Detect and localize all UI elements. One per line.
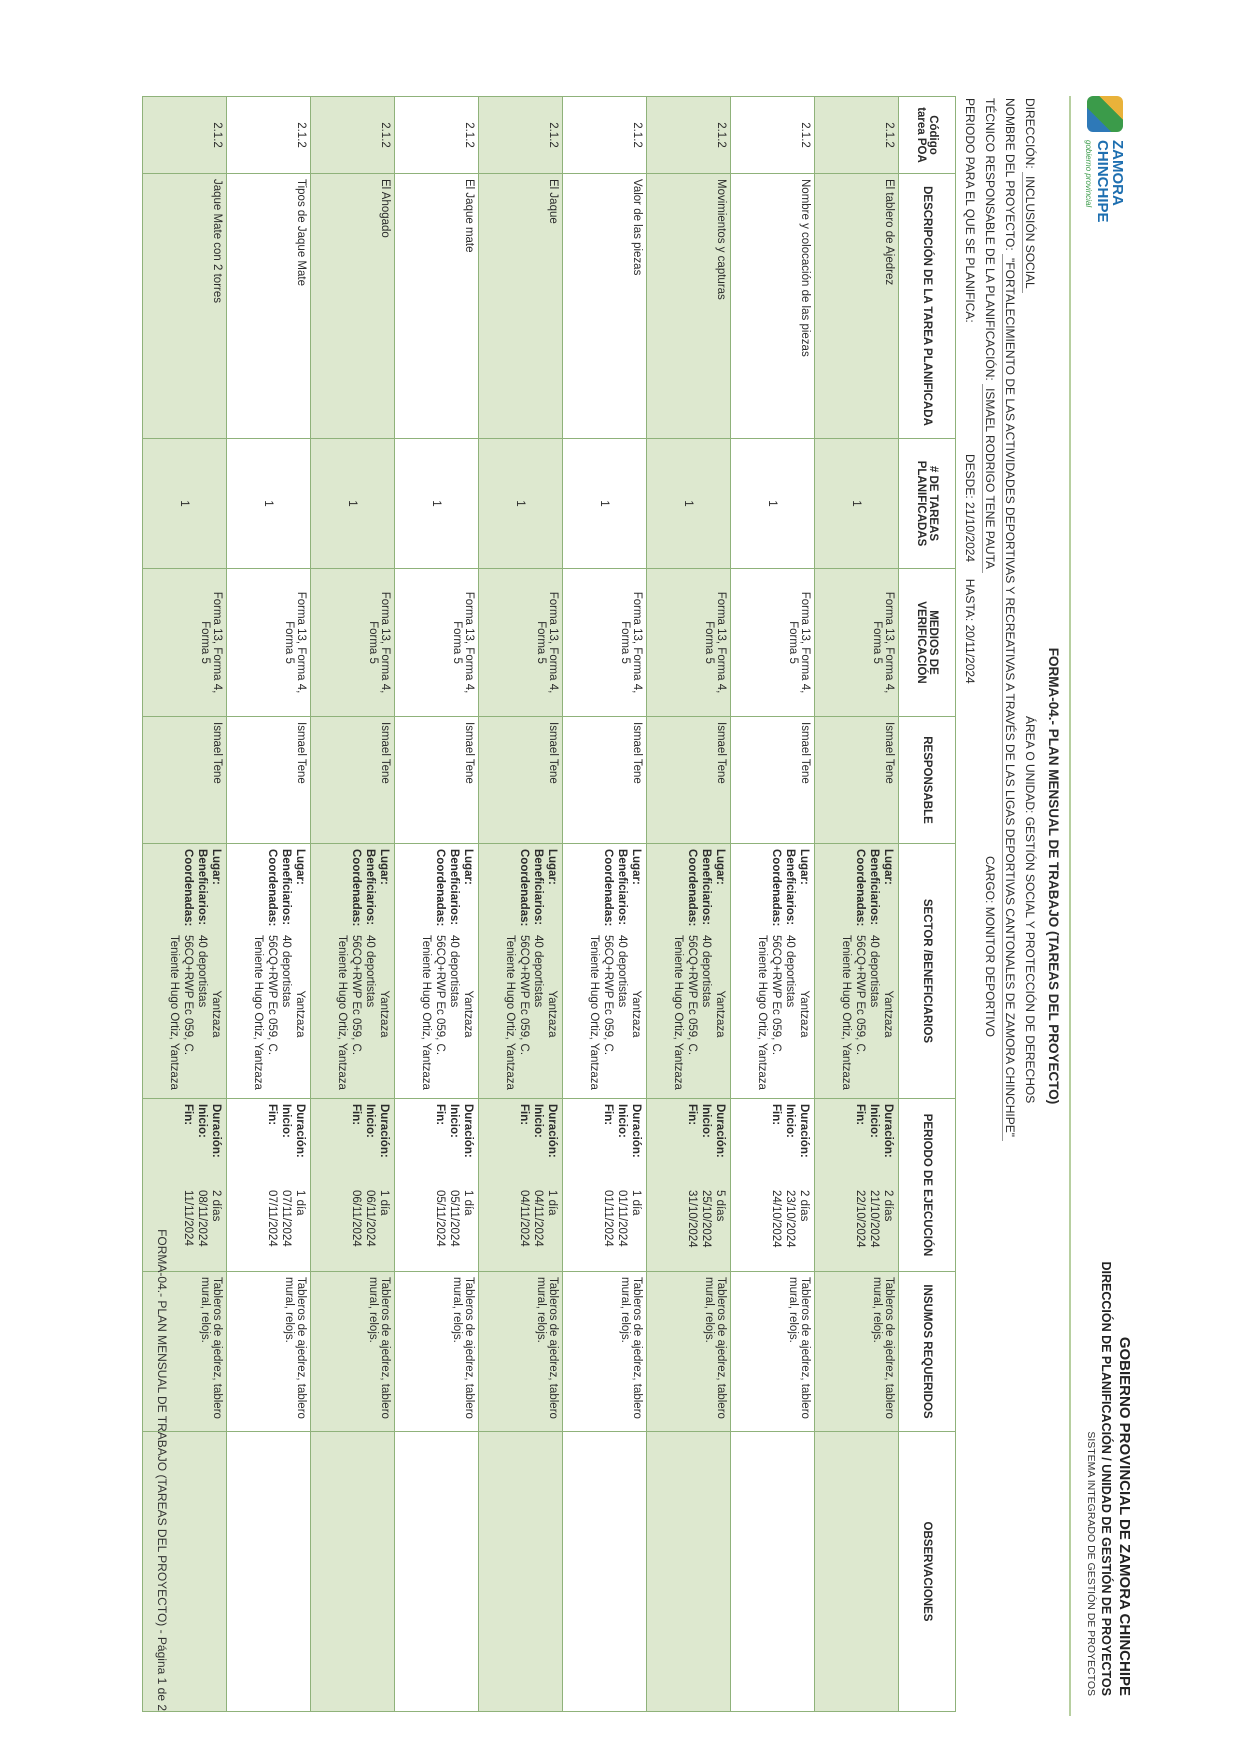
supplies: Tableros de ajedrez, tablero mural, relojs.	[563, 1272, 647, 1432]
lugar-label: Lugar:	[378, 849, 390, 885]
lugar-label: Lugar:	[462, 849, 474, 885]
lugar-value: Yantzaza	[546, 990, 558, 1038]
header-period: PERIODO DE EJECUCIÓN	[899, 1099, 956, 1272]
fin-label: Fin:	[602, 1104, 614, 1126]
beneficiarios-label: Beneficiarios:	[616, 849, 628, 926]
sector-cell	[395, 844, 479, 1099]
inicio-value: 06/11/2024	[364, 1190, 376, 1247]
task-description: El tablero de Ajedrez	[815, 174, 899, 439]
table-row	[227, 97, 311, 1712]
duracion-value: 2 días	[210, 1190, 222, 1222]
inicio-label: Inicio:	[280, 1104, 292, 1138]
duracion-label: Duración:	[798, 1104, 810, 1158]
inicio-label: Inicio:	[196, 1104, 208, 1138]
table-row	[311, 97, 395, 1712]
inicio-value: 07/11/2024	[280, 1190, 292, 1247]
duracion-label: Duración:	[546, 1104, 558, 1158]
task-description: Nombre y colocación de las piezas	[731, 174, 815, 439]
tecnico-line	[983, 98, 997, 573]
task-count: 1	[563, 439, 647, 569]
beneficiarios-value: 40 deportistas	[868, 935, 880, 1008]
cargo-value: MONITOR DEPORTIVO	[983, 906, 997, 1037]
sector-cell	[731, 844, 815, 1099]
beneficiarios-label: Beneficiarios:	[868, 849, 880, 926]
coordenadas-value: 56CQ+RWP Ec 059, C. Teniente Hugo Ortiz, Yantzaza	[756, 935, 782, 1090]
lugar-value: Yantzaza	[294, 990, 306, 1038]
task-description: El Jaque	[479, 174, 563, 439]
beneficiarios-value: 40 deportistas	[616, 935, 628, 1008]
task-count: 1	[395, 439, 479, 569]
beneficiarios-value: 40 deportistas	[448, 935, 460, 1008]
coordenadas-value: 56CQ+RWP Ec 059, C. Teniente Hugo Ortiz, Yantzaza	[336, 935, 362, 1090]
proyecto-label: NOMBRE DEL PROYECTO:	[1003, 98, 1017, 251]
responsible: Ismael Tene	[563, 717, 647, 844]
fin-value: 24/10/2024	[770, 1190, 782, 1248]
observations	[815, 1432, 899, 1712]
coordenadas-label: Coordenadas:	[770, 849, 782, 927]
coordenadas-label: Coordenadas:	[602, 849, 614, 927]
document-page	[137, 36, 1137, 1716]
verification-means: Forma 13, Forma 4, Forma 5	[395, 569, 479, 717]
fin-value: 04/11/2024	[518, 1190, 530, 1247]
proyecto-value: "FORTALECIMIENTO DE LAS ACTIVIDADES DEPORTIVAS Y RECREATIVAS A TRAVÉS DE LAS LIGAS DEPORTIVAS CANTONALES DE ZAMORA CHINCHIPE"	[1002, 254, 1017, 1141]
header-verification: MEDIOS DE VERIFICACIÓN	[899, 569, 956, 717]
observations	[563, 1432, 647, 1712]
beneficiarios-label: Beneficiarios:	[364, 849, 376, 926]
table-row	[815, 97, 899, 1712]
table-header-row	[899, 97, 956, 1712]
tecnico-label: TÉCNICO RESPONSABLE DE LA PLANIFICACIÓN:	[983, 98, 997, 381]
beneficiarios-value: 40 deportistas	[532, 935, 544, 1008]
inicio-label: Inicio:	[700, 1104, 712, 1138]
task-count: 1	[479, 439, 563, 569]
task-description: Jaque Mate con 2 torres	[143, 174, 227, 439]
beneficiarios-label: Beneficiarios:	[532, 849, 544, 926]
verification-means: Forma 13, Forma 4, Forma 5	[647, 569, 731, 717]
coordenadas-value: 56CQ+RWP Ec 059, C. Teniente Hugo Ortiz, Yantzaza	[168, 935, 194, 1090]
supplies: Tableros de ajedrez, tablero mural, relojs.	[815, 1272, 899, 1432]
duracion-value: 1 día	[294, 1190, 306, 1216]
fin-label: Fin:	[854, 1104, 866, 1126]
duracion-value: 5 días	[714, 1190, 726, 1222]
tasks-table	[142, 96, 956, 1712]
inicio-value: 04/11/2024	[532, 1190, 544, 1247]
inicio-label: Inicio:	[364, 1104, 376, 1138]
responsible: Ismael Tene	[143, 717, 227, 844]
responsible: Ismael Tene	[311, 717, 395, 844]
duracion-label: Duración:	[462, 1104, 474, 1158]
coordenadas-label: Coordenadas:	[350, 849, 362, 927]
beneficiarios-label: Beneficiarios:	[448, 849, 460, 926]
coordenadas-label: Coordenadas:	[434, 849, 446, 927]
sector-cell	[647, 844, 731, 1099]
inicio-label: Inicio:	[784, 1104, 796, 1138]
fin-label: Fin:	[266, 1104, 278, 1126]
duracion-label: Duración:	[630, 1104, 642, 1158]
coordenadas-value: 56CQ+RWP Ec 059, C. Teniente Hugo Ortiz, Yantzaza	[252, 935, 278, 1090]
duracion-value: 1 día	[546, 1190, 558, 1216]
inicio-value: 21/10/2024	[868, 1190, 880, 1248]
verification-means: Forma 13, Forma 4, Forma 5	[227, 569, 311, 717]
supplies: Tableros de ajedrez, tablero mural, relojs.	[395, 1272, 479, 1432]
header-description: DESCRIPCIÓN DE LA TAREA PLANIFICADA	[899, 174, 956, 439]
supplies: Tableros de ajedrez, tablero mural, relojs.	[647, 1272, 731, 1432]
observations	[395, 1432, 479, 1712]
sector-cell	[227, 844, 311, 1099]
coordenadas-value: 56CQ+RWP Ec 059, C. Teniente Hugo Ortiz, Yantzaza	[504, 935, 530, 1090]
header-code: Código tarea POA	[899, 97, 956, 174]
lugar-label: Lugar:	[294, 849, 306, 885]
header-num-tasks: # DE TAREAS PLANIFICADAS	[899, 439, 956, 569]
organization-name: GOBIERNO PROVINCIAL DE ZAMORA CHINCHIPE	[1116, 1336, 1133, 1696]
page-header	[1069, 96, 1137, 1716]
tecnico-value: ISMAEL RODRIGO TENE PAUTA	[982, 384, 997, 573]
task-code: 2.1.2	[479, 97, 563, 174]
period-cell	[647, 1099, 731, 1272]
beneficiarios-value: 40 deportistas	[700, 935, 712, 1008]
task-count: 1	[227, 439, 311, 569]
area-value: GESTIÓN SOCIAL Y PROTECCIÓN DE DERECHOS	[1023, 816, 1037, 1104]
periodo-line	[963, 98, 977, 323]
task-count: 1	[143, 439, 227, 569]
responsible: Ismael Tene	[395, 717, 479, 844]
header-observations: OBSERVACIONES	[899, 1432, 956, 1712]
form-title: FORMA-04.- PLAN MENSUAL DE TRABAJO (TAREAS DEL PROYECTO)	[1046, 647, 1061, 1105]
lugar-value: Yantzaza	[630, 990, 642, 1038]
cargo-label: CARGO:	[983, 856, 997, 904]
area-line	[1023, 716, 1037, 1103]
inicio-value: 05/11/2024	[448, 1190, 460, 1247]
beneficiarios-label: Beneficiarios:	[196, 849, 208, 926]
task-count: 1	[647, 439, 731, 569]
task-description: Valor de las piezas	[563, 174, 647, 439]
coordenadas-label: Coordenadas:	[854, 849, 866, 927]
header-supplies: INSUMOS REQUERIDOS	[899, 1272, 956, 1432]
responsible: Ismael Tene	[647, 717, 731, 844]
responsible: Ismael Tene	[227, 717, 311, 844]
duracion-value: 1 día	[462, 1190, 474, 1216]
task-description: El Jaque mate	[395, 174, 479, 439]
fin-value: 22/10/2024	[854, 1190, 866, 1248]
proyecto-line	[1003, 98, 1017, 1141]
table-row	[479, 97, 563, 1712]
task-code: 2.1.2	[311, 97, 395, 174]
header-responsible: RESPONSABLE	[899, 717, 956, 844]
area-label: ÁREA O UNIDAD:	[1023, 716, 1037, 814]
inicio-value: 23/10/2024	[784, 1190, 796, 1248]
coordenadas-label: Coordenadas:	[182, 849, 194, 927]
lugar-label: Lugar:	[882, 849, 894, 885]
coordenadas-label: Coordenadas:	[518, 849, 530, 927]
task-code: 2.1.2	[563, 97, 647, 174]
duracion-label: Duración:	[294, 1104, 306, 1158]
lugar-label: Lugar:	[210, 849, 222, 885]
supplies: Tableros de ajedrez, tablero mural, relojs.	[143, 1272, 227, 1432]
observations	[731, 1432, 815, 1712]
period-cell	[227, 1099, 311, 1272]
lugar-value: Yantzaza	[378, 990, 390, 1038]
beneficiarios-label: Beneficiarios:	[280, 849, 292, 926]
verification-means: Forma 13, Forma 4, Forma 5	[143, 569, 227, 717]
period-cell	[731, 1099, 815, 1272]
lugar-label: Lugar:	[714, 849, 726, 885]
hasta-label: HASTA:	[963, 578, 977, 622]
supplies: Tableros de ajedrez, tablero mural, relojs.	[227, 1272, 311, 1432]
logo	[1081, 96, 1131, 266]
direccion-label: DIRECCIÓN:	[1023, 98, 1037, 169]
responsible: Ismael Tene	[731, 717, 815, 844]
observations	[311, 1432, 395, 1712]
lugar-value: Yantzaza	[462, 990, 474, 1038]
logo-subtext: gobierno provincial	[1084, 140, 1093, 208]
observations	[479, 1432, 563, 1712]
supplies: Tableros de ajedrez, tablero mural, relojs.	[731, 1272, 815, 1432]
coordenadas-value: 56CQ+RWP Ec 059, C. Teniente Hugo Ortiz, Yantzaza	[672, 935, 698, 1090]
table-row	[395, 97, 479, 1712]
lugar-value: Yantzaza	[714, 990, 726, 1038]
desde-label: DESDE:	[963, 454, 977, 499]
responsible: Ismael Tene	[479, 717, 563, 844]
period-cell	[479, 1099, 563, 1272]
periodo-label: PERIODO PARA EL QUE SE PLANIFICA:	[963, 98, 977, 323]
verification-means: Forma 13, Forma 4, Forma 5	[479, 569, 563, 717]
lugar-label: Lugar:	[546, 849, 558, 885]
task-code: 2.1.2	[647, 97, 731, 174]
cargo-line	[983, 856, 997, 1037]
inicio-label: Inicio:	[868, 1104, 880, 1138]
logo-text: ZAMORA CHINCHIPE	[1094, 140, 1126, 223]
verification-means: Forma 13, Forma 4, Forma 5	[311, 569, 395, 717]
lugar-label: Lugar:	[630, 849, 642, 885]
lugar-value: Yantzaza	[798, 990, 810, 1038]
lugar-label: Lugar:	[798, 849, 810, 885]
header-sector: SECTOR /BENEFICIARIOS	[899, 844, 956, 1099]
inicio-label: Inicio:	[616, 1104, 628, 1138]
beneficiarios-value: 40 deportistas	[280, 935, 292, 1008]
fin-value: 11/11/2024	[182, 1190, 194, 1246]
task-description: Tipos de Jaque Mate	[227, 174, 311, 439]
period-cell	[311, 1099, 395, 1272]
inicio-value: 25/10/2024	[700, 1190, 712, 1248]
task-count: 1	[731, 439, 815, 569]
verification-means: Forma 13, Forma 4, Forma 5	[563, 569, 647, 717]
period-cell	[815, 1099, 899, 1272]
task-count: 1	[815, 439, 899, 569]
period-cell	[563, 1099, 647, 1272]
task-description: Movimientos y capturas	[647, 174, 731, 439]
duracion-label: Duración:	[378, 1104, 390, 1158]
beneficiarios-label: Beneficiarios:	[700, 849, 712, 926]
organization-system: SISTEMA INTEGRADO DE GESTIÓN DE PROYECTOS	[1085, 1431, 1097, 1696]
fin-value: 31/10/2024	[686, 1190, 698, 1248]
duracion-value: 1 día	[378, 1190, 390, 1216]
sector-cell	[815, 844, 899, 1099]
task-code: 2.1.2	[143, 97, 227, 174]
task-description: El Ahogado	[311, 174, 395, 439]
inicio-value: 08/11/2024	[196, 1190, 208, 1247]
duracion-value: 1 día	[630, 1190, 642, 1216]
duracion-value: 2 días	[798, 1190, 810, 1222]
table-row	[647, 97, 731, 1712]
coordenadas-label: Coordenadas:	[686, 849, 698, 927]
organization-block	[1085, 1261, 1133, 1696]
supplies: Tableros de ajedrez, tablero mural, relojs.	[479, 1272, 563, 1432]
duracion-label: Duración:	[210, 1104, 222, 1158]
direccion-line	[1023, 98, 1037, 293]
duracion-label: Duración:	[714, 1104, 726, 1158]
inicio-label: Inicio:	[448, 1104, 460, 1138]
fin-label: Fin:	[350, 1104, 362, 1126]
fin-label: Fin:	[770, 1104, 782, 1126]
page-footer: FORMA-04.- PLAN MENSUAL DE TRABAJO (TAREAS DEL PROYECTO) - Página 1 de 2	[155, 1229, 169, 1711]
logo-mark	[1087, 96, 1123, 132]
observations	[227, 1432, 311, 1712]
sector-cell	[479, 844, 563, 1099]
coordenadas-value: 56CQ+RWP Ec 059, C. Teniente Hugo Ortiz, Yantzaza	[840, 935, 866, 1090]
period-cell	[395, 1099, 479, 1272]
coordenadas-value: 56CQ+RWP Ec 059, C. Teniente Hugo Ortiz, Yantzaza	[588, 935, 614, 1090]
supplies: Tableros de ajedrez, tablero mural, relojs.	[311, 1272, 395, 1432]
task-code: 2.1.2	[227, 97, 311, 174]
observations	[647, 1432, 731, 1712]
table-row	[563, 97, 647, 1712]
direccion-value: INCLUSIÓN SOCIAL	[1022, 172, 1037, 293]
fin-value: 01/11/2024	[602, 1190, 614, 1247]
inicio-value: 01/11/2024	[616, 1190, 628, 1247]
lugar-value: Yantzaza	[882, 990, 894, 1038]
sector-cell	[563, 844, 647, 1099]
hasta-value: 20/11/2024	[963, 624, 977, 684]
responsible: Ismael Tene	[815, 717, 899, 844]
task-count: 1	[311, 439, 395, 569]
inicio-label: Inicio:	[532, 1104, 544, 1138]
fin-value: 05/11/2024	[434, 1190, 446, 1247]
periodo-range	[963, 454, 977, 684]
fin-label: Fin:	[686, 1104, 698, 1126]
desde-value: 21/10/2024	[963, 502, 977, 563]
lugar-value: Yantzaza	[210, 990, 222, 1038]
beneficiarios-label: Beneficiarios:	[784, 849, 796, 926]
sector-cell	[311, 844, 395, 1099]
verification-means: Forma 13, Forma 4, Forma 5	[815, 569, 899, 717]
fin-value: 07/11/2024	[266, 1190, 278, 1247]
task-code: 2.1.2	[731, 97, 815, 174]
beneficiarios-value: 40 deportistas	[784, 935, 796, 1008]
fin-value: 06/11/2024	[350, 1190, 362, 1247]
duracion-label: Duración:	[882, 1104, 894, 1158]
fin-label: Fin:	[518, 1104, 530, 1126]
fin-label: Fin:	[182, 1104, 194, 1126]
verification-means: Forma 13, Forma 4, Forma 5	[731, 569, 815, 717]
beneficiarios-value: 40 deportistas	[364, 935, 376, 1008]
coordenadas-label: Coordenadas:	[266, 849, 278, 927]
task-code: 2.1.2	[815, 97, 899, 174]
coordenadas-value: 56CQ+RWP Ec 059, C. Teniente Hugo Ortiz, Yantzaza	[420, 935, 446, 1090]
duracion-value: 2 días	[882, 1190, 894, 1222]
task-code: 2.1.2	[395, 97, 479, 174]
beneficiarios-value: 40 deportistas	[196, 935, 208, 1008]
organization-unit: DIRECCIÓN DE PLANIFICACIÓN / UNIDAD DE GESTIÓN DE PROYECTOS	[1099, 1261, 1113, 1696]
fin-label: Fin:	[434, 1104, 446, 1126]
table-row	[731, 97, 815, 1712]
